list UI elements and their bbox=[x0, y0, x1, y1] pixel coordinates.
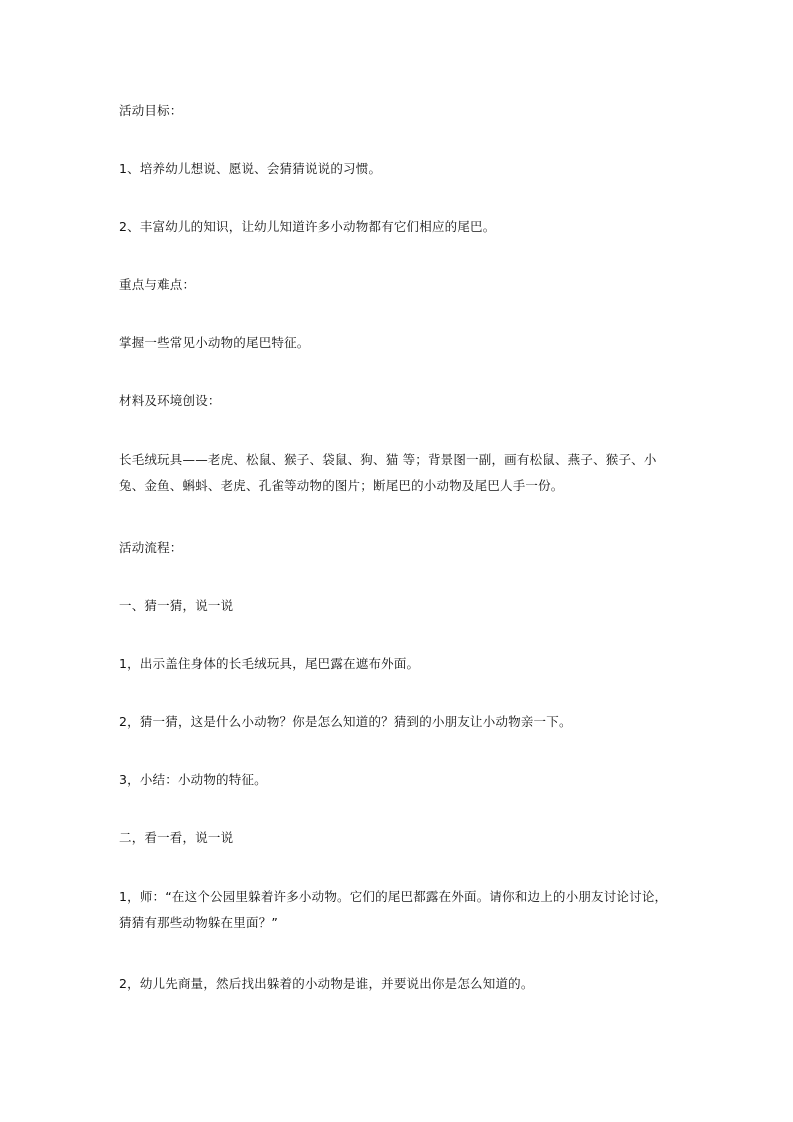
heading-materials: 材料及环境创设： bbox=[119, 393, 221, 408]
heading-activity-goals: 活动目标： bbox=[119, 103, 183, 118]
section-2-step-2: 2，幼儿先商量，然后找出躲着的小动物是谁，并要说出你是怎么知道的。 bbox=[119, 976, 534, 991]
section-1-step-1: 1，出示盖住身体的长毛绒玩具，尾巴露在遮布外面。 bbox=[119, 656, 420, 671]
materials-text: 长毛绒玩具——老虎、松鼠、猴子、袋鼠、狗、猫 等；背景图一副，画有松鼠、燕子、猴子、小兔、金鱼、蝌蚪、老虎、孔雀等动物的图片；断尾巴的小动物及尾巴人手一份。 bbox=[119, 452, 657, 493]
goal-item-1: 1、培养幼儿想说、愿说、会猜猜说说的习惯。 bbox=[119, 161, 382, 176]
section-2-title: 二，看一看，说一说 bbox=[119, 830, 234, 845]
section-1-step-3: 3，小结：小动物的特征。 bbox=[119, 772, 267, 787]
heading-key-points: 重点与难点： bbox=[119, 277, 196, 292]
heading-activity-process: 活动流程： bbox=[119, 540, 183, 555]
section-1-title: 一、猜一猜，说一说 bbox=[119, 598, 234, 613]
key-points-text: 掌握一些常见小动物的尾巴特征。 bbox=[119, 335, 310, 350]
goal-item-2: 2、丰富幼儿的知识，让幼儿知道许多小动物都有它们相应的尾巴。 bbox=[119, 219, 496, 234]
section-1-step-2: 2，猜一猜，这是什么小动物？你是怎么知道的？猜到的小朋友让小动物亲一下。 bbox=[119, 714, 572, 729]
section-2-step-1: 1，师：“在这个公园里躲着许多小动物。它们的尾巴都露在外面。请你和边上的小朋友讨论讨论，猜猜有那些动物躲在里面？” bbox=[119, 889, 668, 930]
